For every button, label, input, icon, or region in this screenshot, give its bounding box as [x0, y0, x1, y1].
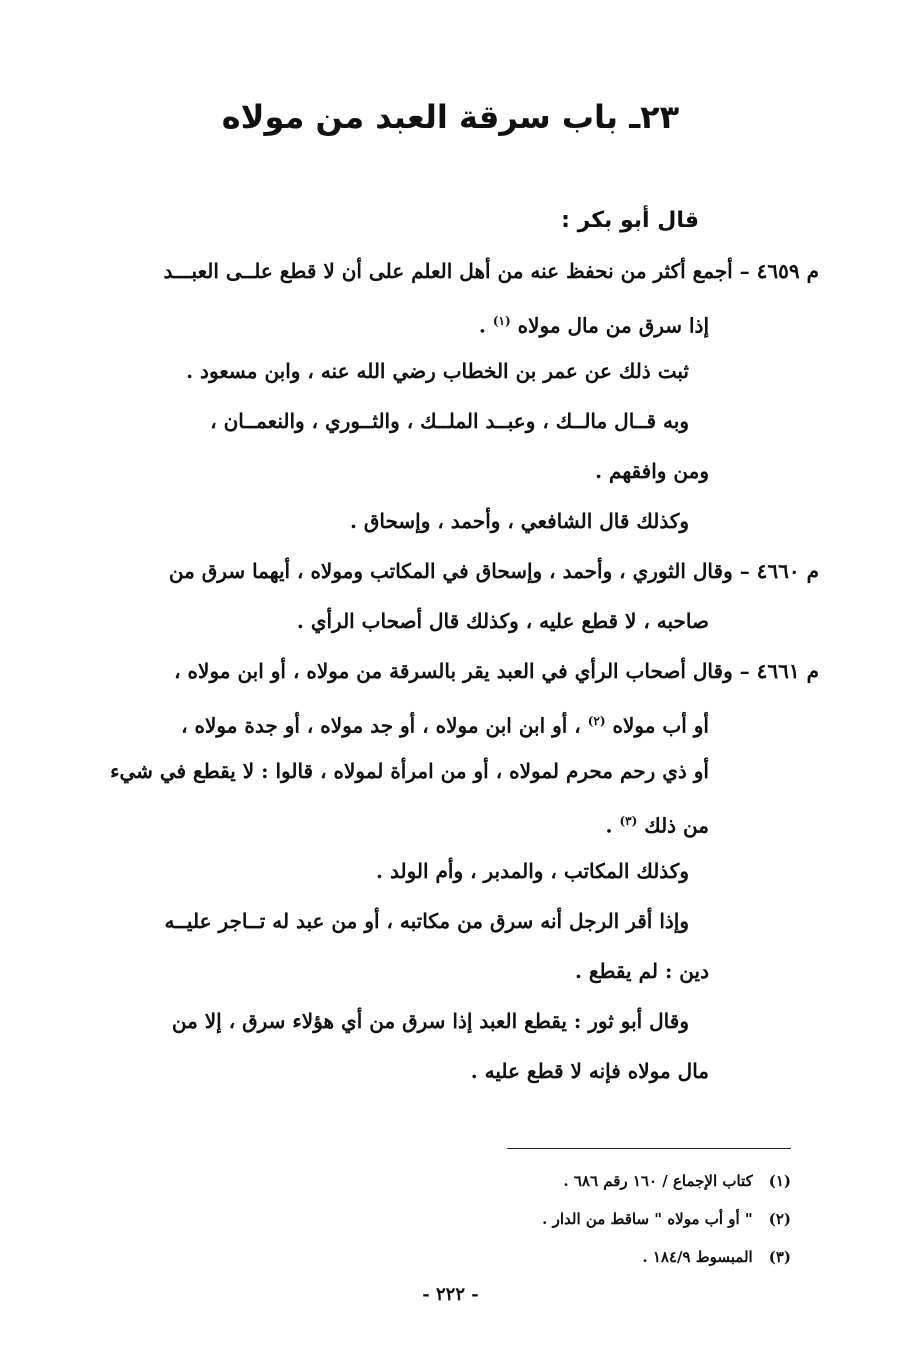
footnote-ref-1: (١)	[492, 314, 511, 328]
paragraph-4660-line-2: صاحبه ، لا قطع عليه ، وكذلك قال أصحاب الرأي .	[296, 609, 709, 633]
paragraph-mukatab: وكذلك المكاتب ، والمدبر ، وأم الولد .	[376, 859, 689, 883]
footnote-3	[371, 1238, 791, 1276]
paragraph-4661-line-2	[81, 696, 819, 746]
paragraph-abu-thawr-line-1: وقال أبو ثور : يقطع العبد إذا سرق من أي هؤلاء سرق ، إلا من	[171, 1009, 689, 1033]
paragraph-4661-line-2a: أو أب مولاه	[612, 713, 709, 738]
paragraph-4661-line-1: م ٤٦٦١ – وقال أصحاب الرأي في العبد يقر بالسرقة من مولاه ، أو ابن مولاه ،	[174, 659, 819, 683]
footnote-1	[371, 1162, 791, 1200]
paragraph-ibn-masud: ثبت ذلك عن عمر بن الخطاب رضي الله عنه ، وابن مسعود .	[186, 359, 689, 383]
paragraph-iqrar-line-1: وإذا أقر الرجل أنه سرق من مكاتبه ، أو من عبد له تــاجر عليــه	[164, 909, 689, 933]
paragraph-4660-line-1: م ٤٦٦٠ – وقال الثوري ، وأحمد ، وإسحاق في المكاتب ومولاه ، أيهما سرق من	[168, 559, 819, 583]
footnote-number: (٣)	[768, 1248, 791, 1266]
footnotes	[371, 1162, 791, 1276]
paragraph-4661-line-4-end: .	[605, 813, 613, 838]
page-number: - ٢٢٢ -	[422, 1284, 479, 1305]
paragraph-4659-line-2	[81, 296, 819, 346]
chapter-title: ٢٣ـ باب سرقة العبد من مولاه	[221, 98, 680, 136]
footnote-number: (٢)	[768, 1210, 791, 1228]
footnote-2	[371, 1200, 791, 1238]
paragraph-4659-line-1: م ٤٦٥٩ – أجمع أكثر من نحفظ عنه من أهل العلم على أن لا قطع علــى العبـــد	[163, 259, 819, 283]
paragraph-malik-line-1: وبه قــال مالــك ، وعبــد الملــك ، والثــوري ، والنعمــان ،	[210, 409, 689, 433]
intro-line: قال أبو بكر :	[561, 208, 699, 233]
footnote-ref-3: (٣)	[619, 814, 638, 828]
paragraph-4661-line-4	[81, 796, 819, 846]
paragraph-malik-line-2: ومن وافقهم .	[595, 459, 709, 483]
paragraph-4659-line-2-end: .	[478, 313, 486, 338]
footnote-separator	[507, 1148, 791, 1149]
paragraph-abu-thawr-line-2: مال مولاه فإنه لا قطع عليه .	[470, 1059, 709, 1083]
footnote-text: كتاب الإجماع / ١٦٠ رقم ٦٨٦ .	[563, 1172, 753, 1190]
paragraph-iqrar-line-2: دين : لم يقطع .	[574, 959, 709, 983]
footnote-text: المبسوط ١٨٤/٩ .	[642, 1248, 753, 1266]
footnote-text: " أو أب مولاه " ساقط من الدار .	[542, 1210, 753, 1228]
paragraph-shafii: وكذلك قال الشافعي ، وأحمد ، وإسحاق .	[349, 509, 689, 533]
paragraph-4661-line-3: أو ذي رحم محرم لمولاه ، أو من امرأة لمولاه ، قالوا : لا يقطع في شيء	[110, 759, 709, 783]
paragraph-4661-line-2b: ، أو ابن ابن مولاه ، أو جد مولاه ، أو جدة مولاه ،	[181, 713, 581, 738]
footnote-number: (١)	[768, 1172, 791, 1190]
paragraph-4659-line-2-text: إذا سرق من مال مولاه	[517, 313, 709, 338]
footnote-ref-2: (٢)	[587, 714, 606, 728]
paragraph-4661-line-4-text: من ذلك	[644, 813, 709, 838]
main-text	[81, 196, 819, 1096]
